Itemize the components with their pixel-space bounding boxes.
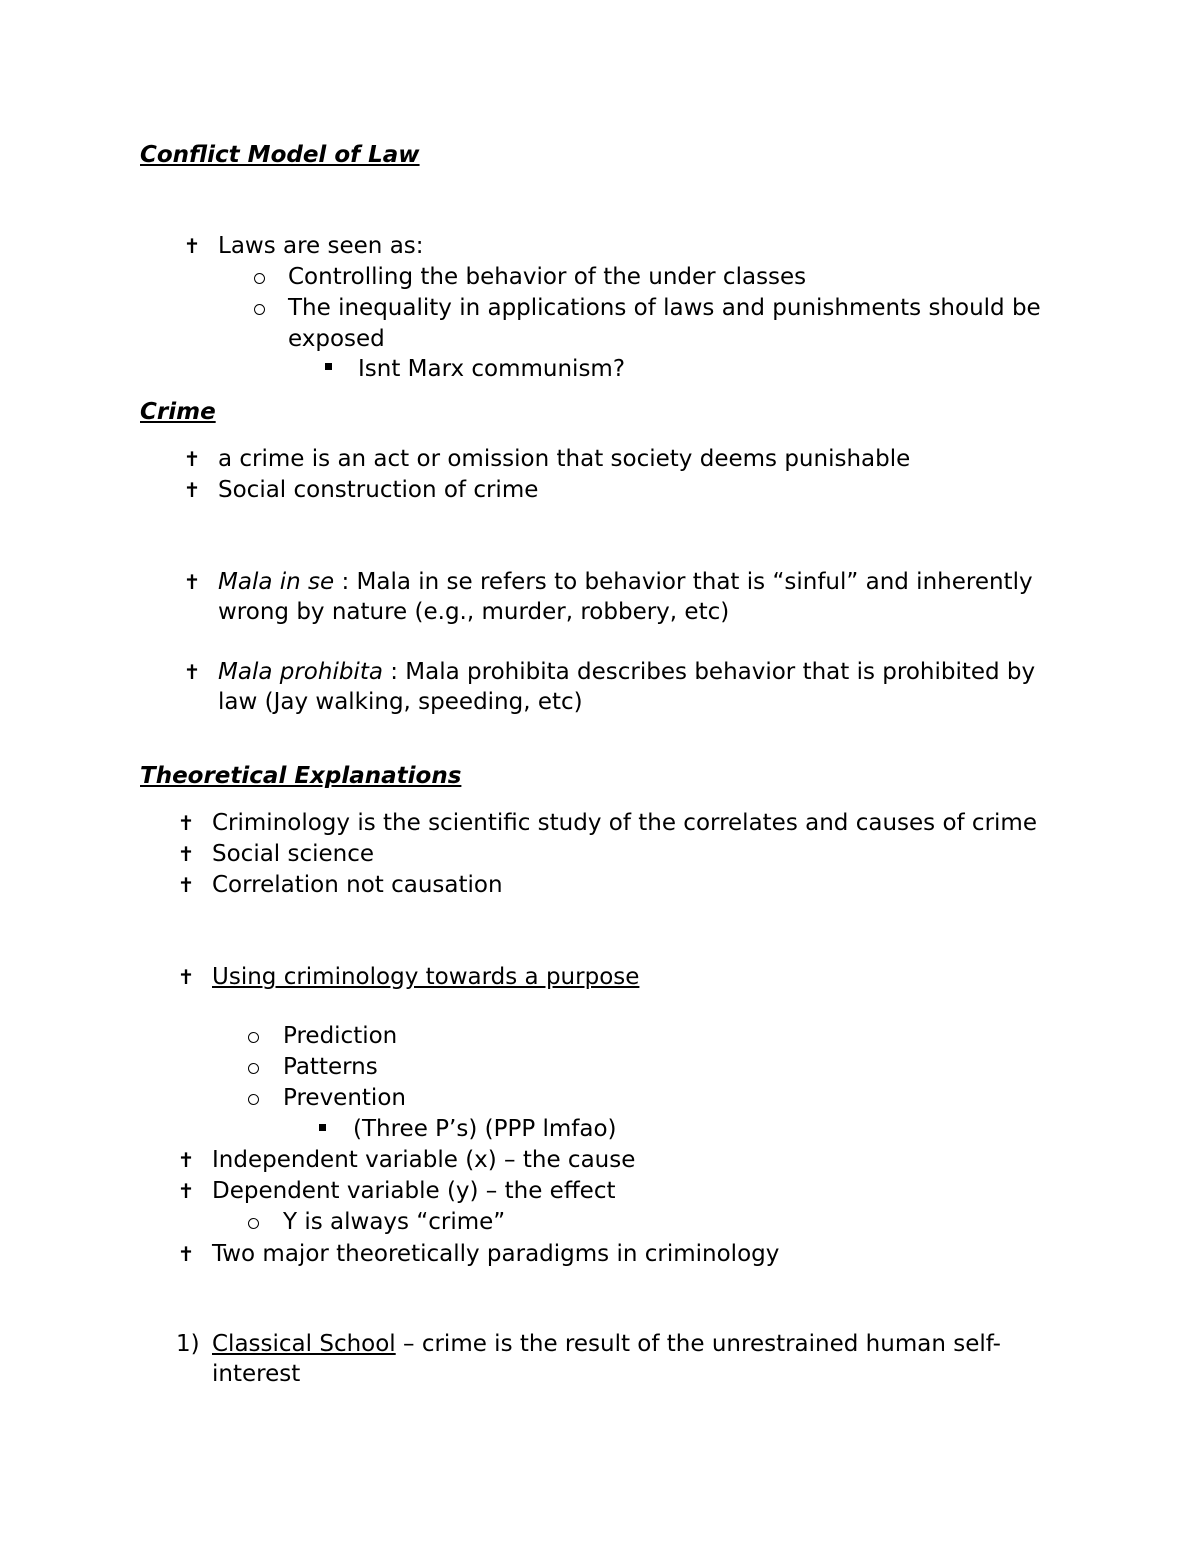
sub-sub-bullet-text: Isnt Marx communism? <box>358 356 626 382</box>
numbered-list-marker: 1) <box>176 1331 200 1357</box>
numbered-item-text-continued: interest <box>212 1361 301 1387</box>
ornate-bullet-icon: ✝ <box>177 873 195 897</box>
circle-bullet-icon <box>248 1063 259 1074</box>
bullet-text: Laws are seen as: <box>218 233 424 259</box>
ornate-bullet-icon: ✝ <box>183 660 201 684</box>
ornate-bullet-icon: ✝ <box>183 234 201 258</box>
ornate-bullet-icon: ✝ <box>177 1242 195 1266</box>
section-title-crime: Crime <box>140 399 216 425</box>
sub-bullet-text: Patterns <box>283 1054 378 1080</box>
ornate-bullet-icon: ✝ <box>177 811 195 835</box>
ornate-bullet-icon: ✝ <box>177 1179 195 1203</box>
sub-bullet-text: Prevention <box>283 1085 406 1111</box>
sub-bullet-text: The inequality in applications of laws and punishments should be <box>288 295 1041 321</box>
ornate-bullet-icon: ✝ <box>177 965 195 989</box>
definition-text: : Mala prohibita describes behavior that is prohibited by <box>382 659 1036 685</box>
numbered-item-text <box>212 1330 1001 1358</box>
bullet-text: a crime is an act or omission that society deems punishable <box>218 446 911 472</box>
circle-bullet-icon <box>254 304 265 315</box>
bullet-text: Correlation not causation <box>212 872 503 898</box>
bullet-text: Dependent variable (y) – the effect <box>212 1178 616 1204</box>
bullet-text: Independent variable (x) – the cause <box>212 1147 636 1173</box>
sub-bullet-text: Y is always “crime” <box>283 1209 506 1235</box>
bullet-text: Social science <box>212 841 375 867</box>
circle-bullet-icon <box>248 1032 259 1043</box>
definition-text: : Mala in se refers to behavior that is “sinful” and inherently <box>334 569 1033 595</box>
bullet-text-continued: wrong by nature (e.g., murder, robbery, etc) <box>218 599 730 625</box>
ornate-bullet-icon: ✝ <box>177 1148 195 1172</box>
definition-text: – crime is the result of the unrestrained human self- <box>395 1331 1001 1357</box>
term-mala-prohibita: Mala prohibita <box>218 659 383 685</box>
bullet-text: Social construction of crime <box>218 477 539 503</box>
bullet-text-underlined: Using criminology towards a purpose <box>212 964 640 990</box>
ornate-bullet-icon: ✝ <box>183 447 201 471</box>
ornate-bullet-icon: ✝ <box>177 842 195 866</box>
ornate-bullet-icon: ✝ <box>183 478 201 502</box>
bullet-text-mala-in-se <box>218 568 1033 596</box>
section-title-conflict-model: Conflict Model of Law <box>140 142 420 168</box>
bullet-text: Two major theoretically paradigms in criminology <box>212 1241 780 1267</box>
circle-bullet-icon <box>254 273 265 284</box>
ornate-bullet-icon: ✝ <box>183 570 201 594</box>
term-mala-in-se: Mala in se <box>218 569 335 595</box>
sub-sub-bullet-text: (Three P’s) (PPP lmfao) <box>353 1116 617 1142</box>
circle-bullet-icon <box>248 1094 259 1105</box>
square-bullet-icon <box>319 1124 326 1131</box>
term-classical-school: Classical School <box>212 1331 396 1357</box>
sub-bullet-text: Prediction <box>283 1023 398 1049</box>
circle-bullet-icon <box>248 1218 259 1229</box>
bullet-text: Criminology is the scientific study of the correlates and causes of crime <box>212 810 1037 836</box>
section-title-theoretical-explanations: Theoretical Explanations <box>140 763 462 789</box>
sub-bullet-text: Controlling the behavior of the under classes <box>288 264 807 290</box>
bullet-text-mala-prohibita <box>218 658 1035 686</box>
bullet-text-continued: law (Jay walking, speeding, etc) <box>218 689 583 715</box>
square-bullet-icon <box>325 363 332 370</box>
sub-bullet-text-continued: exposed <box>288 326 385 352</box>
